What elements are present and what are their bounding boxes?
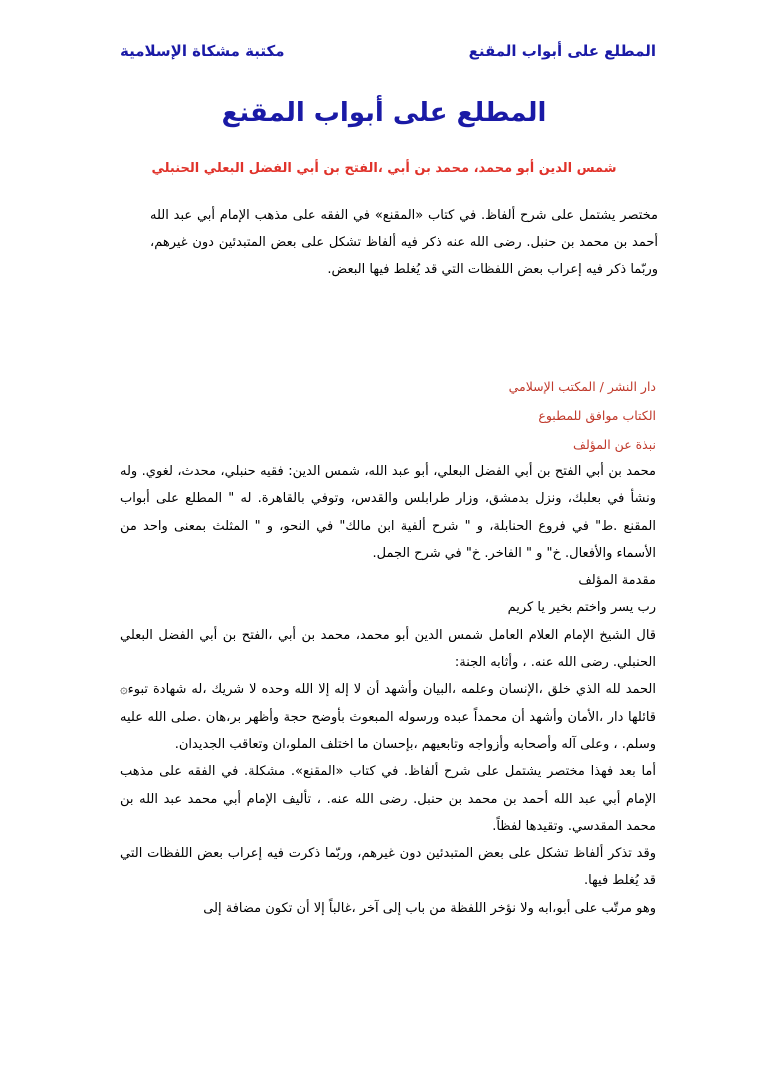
edition-note: الكتاب موافق للمطبوع bbox=[538, 408, 656, 423]
book-title: المطلع على أبواب المقنع bbox=[221, 98, 547, 128]
arrangement-paragraph: وهو مرتّب على أبو،ابه ولا نؤخر اللفظة من باب إلى آخر ،غالباً إلا أن تكون مضافة إلى bbox=[203, 900, 656, 916]
author-line: شمس الدين أبو محمد، محمد بن أبي ،الفتح بن أبي الفضل البعلي الحنبلي bbox=[151, 161, 617, 176]
section-heading-introduction: مقدمة المؤلف bbox=[578, 573, 656, 589]
body-text bbox=[120, 458, 656, 922]
invocation-line: رب يسر واختم بخير يا كريم bbox=[507, 600, 656, 616]
author-bio-heading: نبذة عن المؤلف bbox=[573, 437, 656, 452]
publisher-line: دار النشر / المكتب الإسلامي bbox=[508, 379, 656, 394]
purpose-paragraph: أما بعد فهذا مختصر يشتمل على شرح ألفاظ. في كتاب «المقنع». مشكلة. في الفقه على مذهب الإمام أبي عبد الله أحمد بن محمد بن حنبل. رضى الله عنه. ، تأليف الإمام أبي محمد عبد الله بن محمد المقدسي. وتقيدها لفظاً. bbox=[120, 764, 656, 834]
running-header bbox=[120, 42, 656, 60]
author-bio-paragraph: محمد بن أبي الفتح بن أبي الفضل البعلي، أبو عبد الله، شمس الدين: فقيه حنبلي، محدث، لغوي. وله ونشأ في بعلبك، ونزل بدمشق، وزار طرابلس والقدس، وتوفي بالقاهرة. له " المطلع على أبواب المقنع .ط" في فروع الحنابلة، و " شرح ألفية ابن مالك" في النحو، و " المثلث بمعنى واحد من الأسماء والأفعال. خ" و " الفاخر. خ" في شرح الجمل. bbox=[120, 464, 656, 561]
praise-paragraph: الحمد لله الذي خلق ،الإنسان وعلمه ،البيان وأشهد أن لا إله إلا الله وحده لا شريك ،له شهادة تبوء۞ قائلها دار ،الأمان وأشهد أن محمداً عبده ورسوله المبعوث بأوضح حجة وأظهر بر،هان .صلى الله عليه وسلم. ، وعلى آله وأصحابه وأزواجه وتابعيهم ،بإحسان ما اختلف الملو،ان وتعاقب الجديدان. bbox=[120, 682, 656, 752]
header-library-name: مكتبة مشكاة الإسلامية bbox=[120, 42, 285, 60]
book-summary: مختصر يشتمل على شرح ألفاظ. في كتاب «المقنع» في الفقه على مذهب الإمام أبي عبد الله أحمد بن محمد بن حنبل. رضى الله عنه ذكر فيه ألفاظ تشكل على بعض المتبدئين دون غيرهم، وربّما ذكر فيه إعراب بعض اللفظات التي قد يُغلط فيها البعض. bbox=[150, 208, 658, 277]
scope-paragraph: وقد تذكر ألفاظ تشكل على بعض المتبدئين دون غيرهم، وربّما ذكرت فيه إعراب بعض اللفظات التي قد يُغلط فيها. bbox=[120, 846, 656, 889]
opening-paragraph: قال الشيخ الإمام العلام العامل شمس الدين أبو محمد، محمد بن أبي ،الفتح بن أبي الفضل البعلي الحنبلي. رضى الله عنه. ، وأثابه الجنة: bbox=[120, 627, 656, 671]
header-book-title: المطلع على أبواب المقنع bbox=[468, 42, 656, 60]
